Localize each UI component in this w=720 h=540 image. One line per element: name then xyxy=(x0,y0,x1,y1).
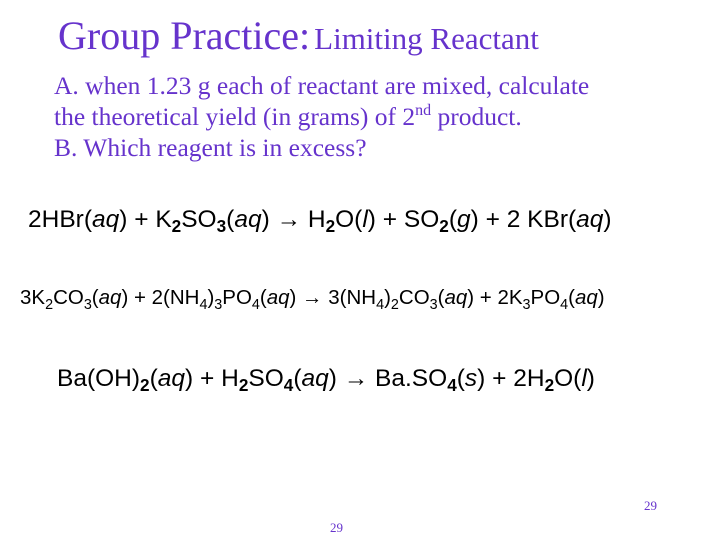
eq-text: SO xyxy=(181,206,217,233)
eq-text: ) + K xyxy=(119,206,172,233)
title-main: Group Practice: xyxy=(58,13,311,58)
eq-state: aq xyxy=(91,206,120,233)
eq-subscript: 2 xyxy=(390,297,399,313)
eq-text: ) xyxy=(586,365,595,392)
prompt-line-2-end: product. xyxy=(431,102,522,131)
eq-text: ) + SO xyxy=(367,206,440,233)
eq-state: aq xyxy=(234,206,262,233)
prompt-line-3: B. Which reagent is in excess? xyxy=(54,133,367,162)
eq-text: 3(NH xyxy=(322,286,377,309)
eq-text: ( xyxy=(293,365,302,392)
eq-text: ( xyxy=(568,286,575,309)
eq-subscript: 2 xyxy=(140,375,150,395)
eq-text: Ba(OH) xyxy=(57,365,141,392)
eq-subscript: 4 xyxy=(251,297,260,313)
eq-subscript: 4 xyxy=(199,297,208,313)
eq-text: ) + 2K xyxy=(467,286,523,309)
eq-state: aq xyxy=(574,286,598,309)
eq-text: PO xyxy=(222,286,252,309)
eq-subscript: 2 xyxy=(45,297,54,313)
ordinal-superscript: nd xyxy=(415,102,432,119)
page-number-footer: 29 xyxy=(330,520,343,535)
eq-state: aq xyxy=(266,286,290,309)
slide-title xyxy=(58,13,539,58)
prompt-line-2-text: the theoretical yield (in grams) of 2 xyxy=(54,102,416,131)
eq-text: ) + 2 KBr( xyxy=(470,206,577,233)
eq-text: ( xyxy=(91,286,99,309)
equation-k2co3-nh4po4 xyxy=(20,286,605,313)
eq-text: ( xyxy=(226,206,235,233)
eq-subscript: 3 xyxy=(216,216,227,236)
eq-text: CO xyxy=(53,286,84,309)
eq-subscript: 3 xyxy=(522,297,531,313)
eq-text: ( xyxy=(437,286,445,309)
eq-state: aq xyxy=(444,286,468,309)
eq-subscript: 2 xyxy=(439,216,449,236)
eq-text: ( xyxy=(259,286,267,309)
eq-text: ) xyxy=(384,286,391,309)
title-subtitle: Limiting Reactant xyxy=(314,21,539,56)
eq-subscript: 3 xyxy=(429,297,438,313)
eq-text: 3K xyxy=(20,286,46,309)
equation-hbr-k2so3 xyxy=(28,206,612,236)
eq-subscript: 2 xyxy=(238,375,249,395)
eq-text: ) + 2H xyxy=(477,365,545,392)
eq-subscript: 4 xyxy=(447,375,457,395)
problem-prompt xyxy=(54,70,694,163)
eq-text: ( xyxy=(149,365,158,392)
eq-text: ) + 2(NH xyxy=(121,286,200,309)
eq-text: ) xyxy=(328,365,344,392)
reaction-arrow-icon: → xyxy=(276,206,302,233)
eq-text: ( xyxy=(448,206,457,233)
eq-subscript: 2 xyxy=(325,216,336,236)
reaction-arrow-icon: → xyxy=(302,286,323,309)
eq-subscript: 3 xyxy=(83,297,92,313)
eq-text: O( xyxy=(554,365,582,392)
eq-text: CO xyxy=(398,286,430,309)
prompt-line-2 xyxy=(54,101,694,132)
eq-state: s xyxy=(464,365,478,392)
reaction-arrow-icon: → xyxy=(343,365,369,392)
eq-state: aq xyxy=(98,286,122,309)
prompt-line-1: A. when 1.23 g each of reactant are mixed, calculate xyxy=(54,71,590,100)
eq-text: ) xyxy=(207,286,215,309)
eq-text: ) + H xyxy=(185,365,239,392)
eq-state: l xyxy=(362,206,368,233)
eq-subscript: 2 xyxy=(544,375,555,395)
page-number: 29 xyxy=(644,498,657,513)
eq-subscript: 4 xyxy=(560,297,569,313)
eq-text: Ba.SO xyxy=(368,365,448,392)
eq-subscript: 3 xyxy=(214,297,223,313)
eq-text: 2HBr( xyxy=(28,206,92,233)
eq-text: ( xyxy=(456,365,465,392)
eq-text: PO xyxy=(530,286,561,309)
equation-baoh2-h2so4 xyxy=(57,365,595,395)
eq-text: O( xyxy=(335,206,363,233)
eq-text: ) xyxy=(597,286,605,309)
eq-state: aq xyxy=(576,206,604,233)
eq-text: H xyxy=(301,206,326,233)
eq-subscript: 4 xyxy=(283,375,294,395)
eq-state: g xyxy=(457,206,471,233)
eq-text: ) xyxy=(603,206,612,233)
eq-subscript: 2 xyxy=(171,216,182,236)
eq-text: SO xyxy=(248,365,284,392)
eq-text: ) xyxy=(289,286,303,309)
eq-state: aq xyxy=(157,365,186,392)
eq-state: l xyxy=(581,365,587,392)
eq-subscript: 4 xyxy=(376,297,385,313)
eq-state: aq xyxy=(301,365,329,392)
eq-text: ) xyxy=(261,206,277,233)
